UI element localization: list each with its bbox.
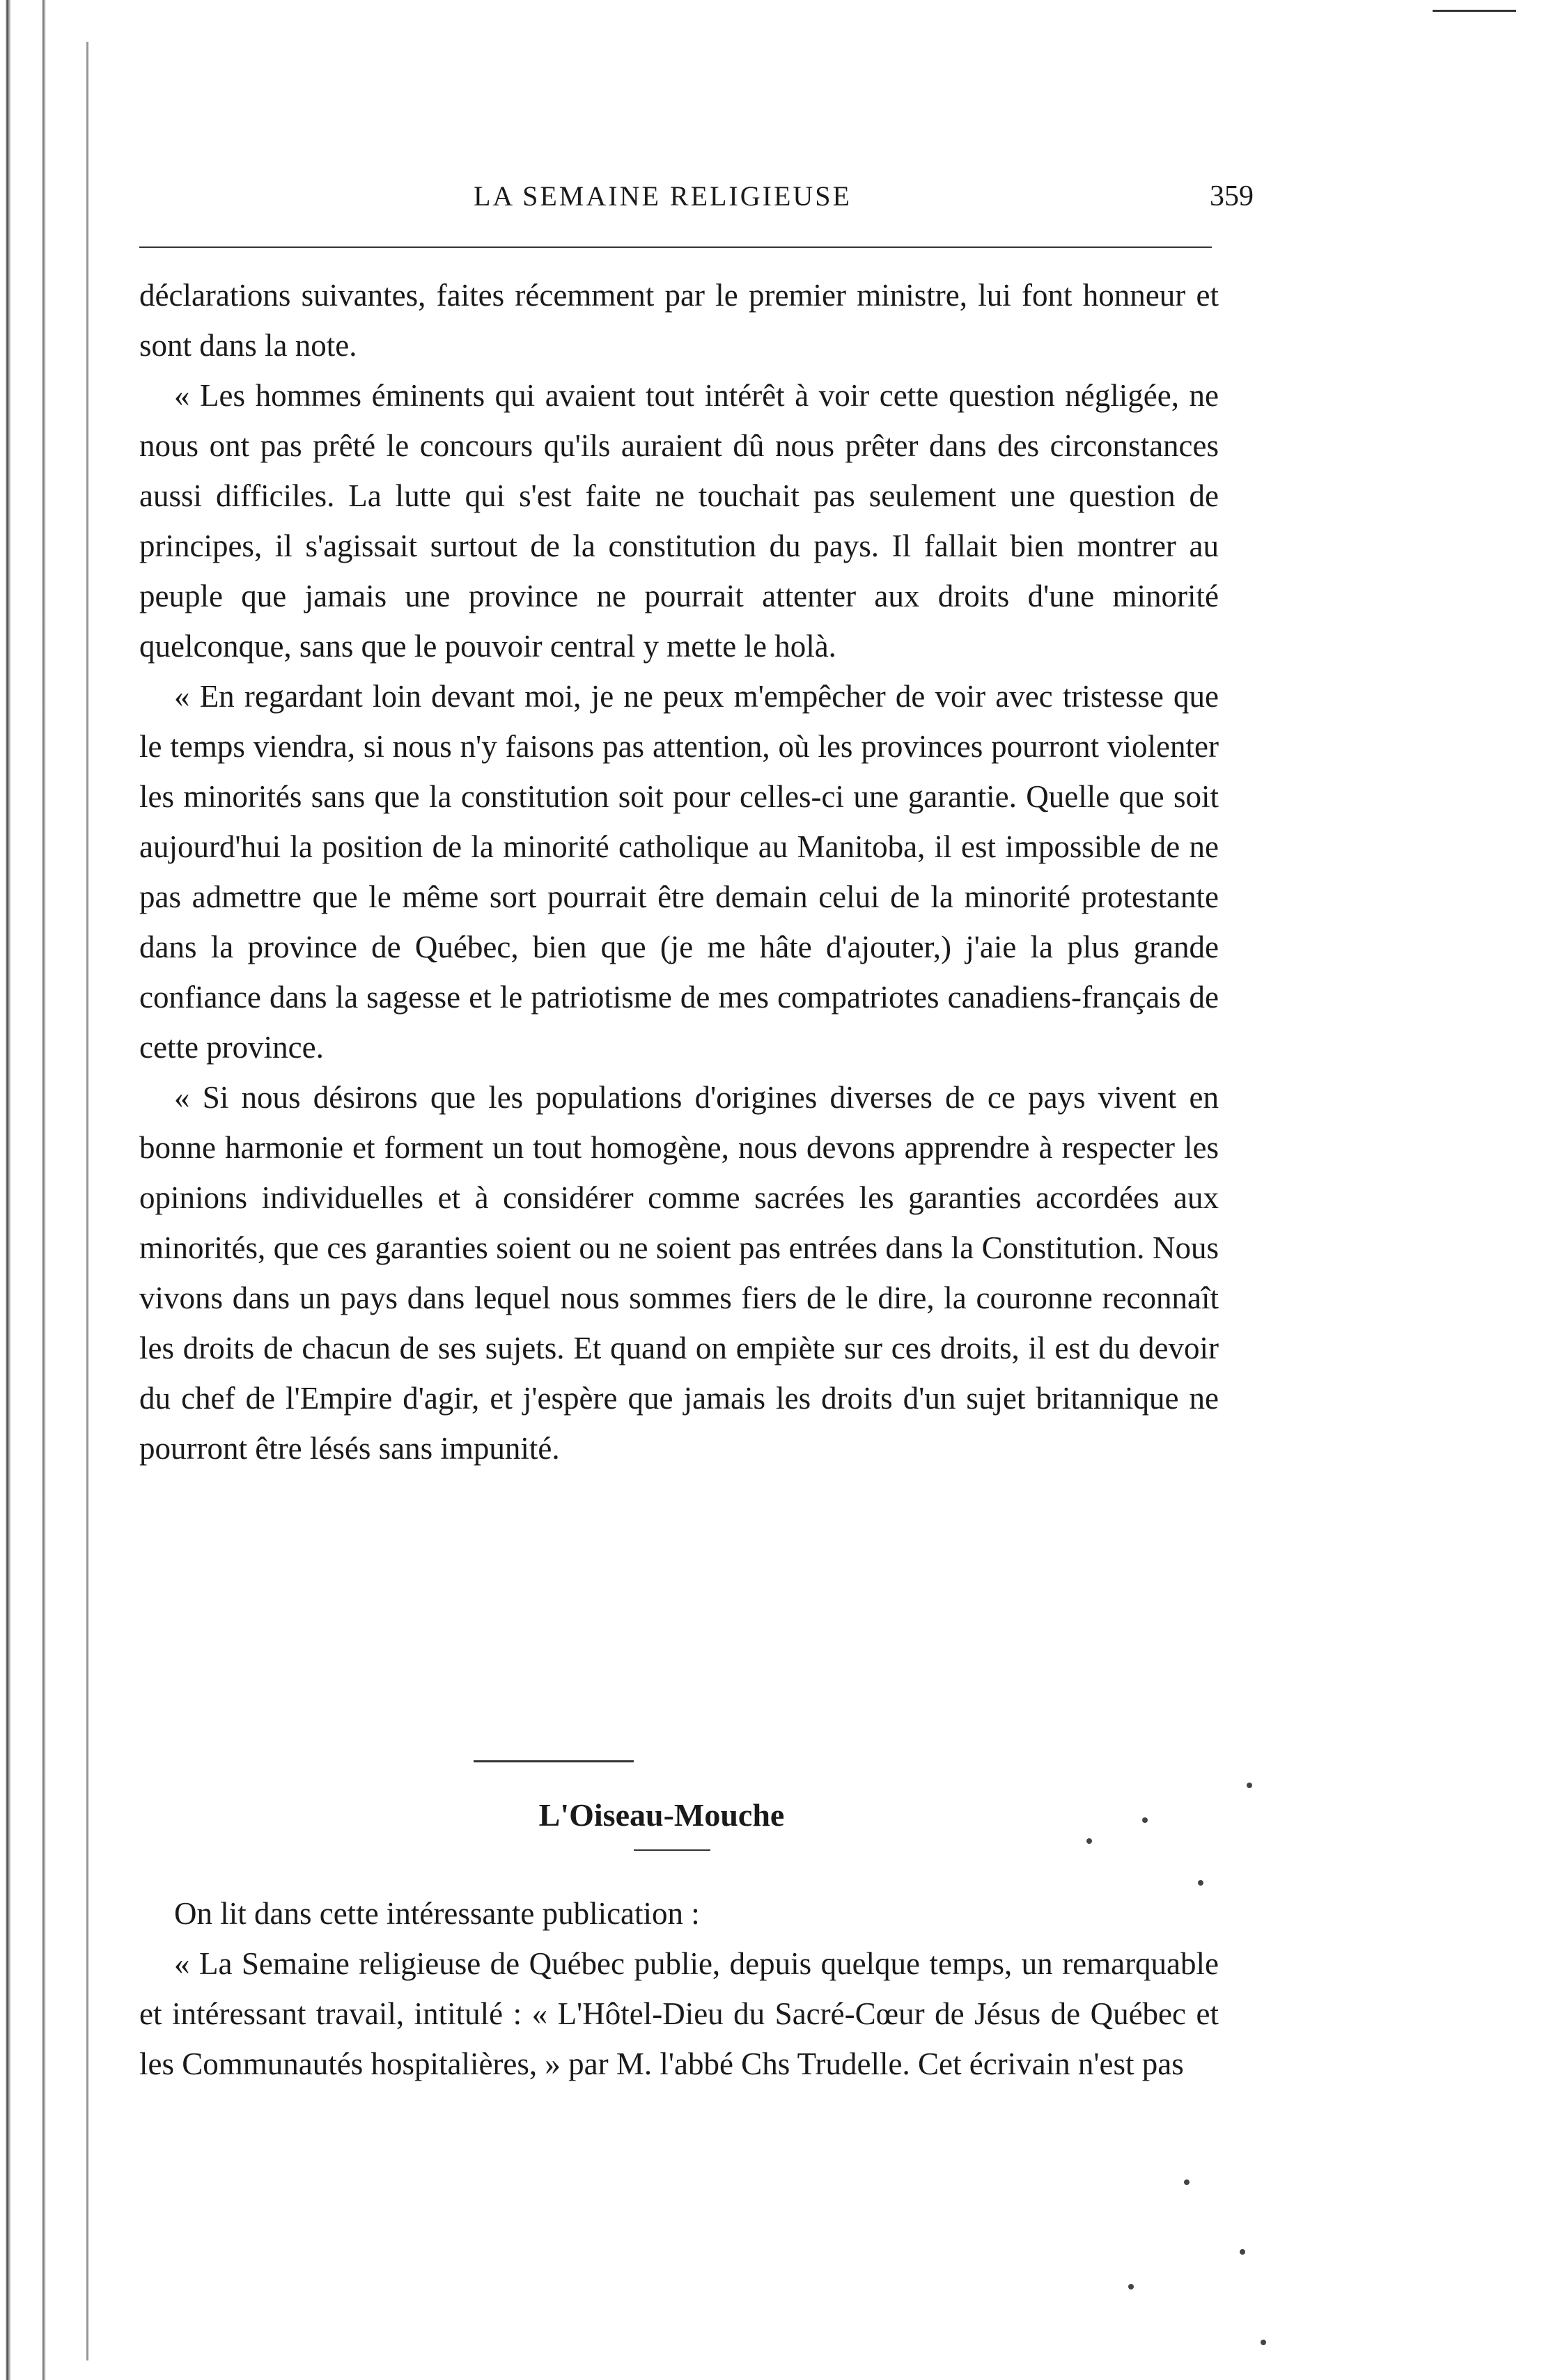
scan-speck (1240, 2249, 1245, 2255)
scan-speck (1142, 1817, 1148, 1823)
header-rule (139, 246, 1212, 248)
scan-speck (1261, 2340, 1266, 2345)
running-title: LA SEMAINE RELIGIEUSE (474, 180, 852, 212)
paragraph: « En regardant loin devant moi, je ne peux m'empêcher de voir avec tristesse que le temps viendra, si nous n'y faisons pas attention, où les provinces pourront violenter les minorités sans que la constitution soit pour celles-ci une garantie. Quelle que soit aujourd'hui la position de la minorité catholique au Manitoba, il est impossible de ne pas admettre que le même sort pourrait être demain celui de la minorité protestante dans la province de Québec, bien que (je me hâte d'ajouter,) j'aie la plus grande confiance dans la sagesse et le patriotisme de mes compatriotes canadiens-français de cette province. (139, 679, 1219, 1065)
paragraph: « Les hommes éminents qui avaient tout intérêt à voir cette question négligée, ne nous ont pas prêté le concours qu'ils auraient dû nous prêter dans des circonstances aussi difficiles. La lutte qui s'est faite ne touchait pas seulement une question de principes, il s'agissait surtout de la constitution du pays. Il fallait bien montrer au peuple que jamais une province ne pourrait attenter aux droits d'une minorité quelconque, sans que le pouvoir central y mette le holà. (139, 378, 1219, 664)
scan-speck (1086, 1838, 1092, 1844)
scan-speck (1247, 1783, 1252, 1788)
scan-speck (1198, 1880, 1203, 1886)
scan-speck (1128, 2284, 1134, 2289)
paragraph: « Si nous désirons que les populations d'origines diverses de ce pays vivent en bonne harmonie et forment un tout homogène, nous devons apprendre à respecter les opinions individuelles et à considérer comme sacrées les garanties accordées aux minorités, que ces garanties soient ou ne soient pas entrées dans la Constitution. Nous vivons dans un pays dans lequel nous sommes fiers de le dire, la couronne reconnaît les droits de chacun de ses sujets. Et quand on empiète sur ces droits, il est du devoir du chef de l'Empire d'agir, et j'espère que jamais les droits d'un sujet britannique ne pourront être lésés sans impunité. (139, 1080, 1219, 1466)
section-text (139, 1888, 1219, 2089)
scan-speck (1184, 2179, 1190, 2185)
binding-shadow-line (86, 42, 88, 2361)
running-head (139, 180, 1254, 221)
binding-edge (0, 0, 77, 2380)
page-number: 359 (1210, 180, 1254, 212)
section-title: L'Oiseau-Mouche (538, 1797, 785, 1833)
paragraph: « La Semaine religieuse de Québec publie, depuis quelque temps, un remarquable et intéressant travail, intitulé : « L'Hôtel-Dieu du Sacré-Cœur de Jésus de Québec et les Communautés hospitalières, » par M. l'abbé Chs Trudelle. Cet écrivain n'est pas (139, 1946, 1219, 2081)
paragraph: déclarations suivantes, faites récemment par le premier ministre, lui font honneur et sont dans la note. (139, 278, 1219, 363)
main-text (139, 270, 1219, 1473)
section-divider (474, 1760, 634, 1762)
section-title-underline (634, 1849, 710, 1851)
corner-mark (1433, 10, 1516, 12)
paragraph: On lit dans cette intéressante publication : (174, 1896, 700, 1931)
